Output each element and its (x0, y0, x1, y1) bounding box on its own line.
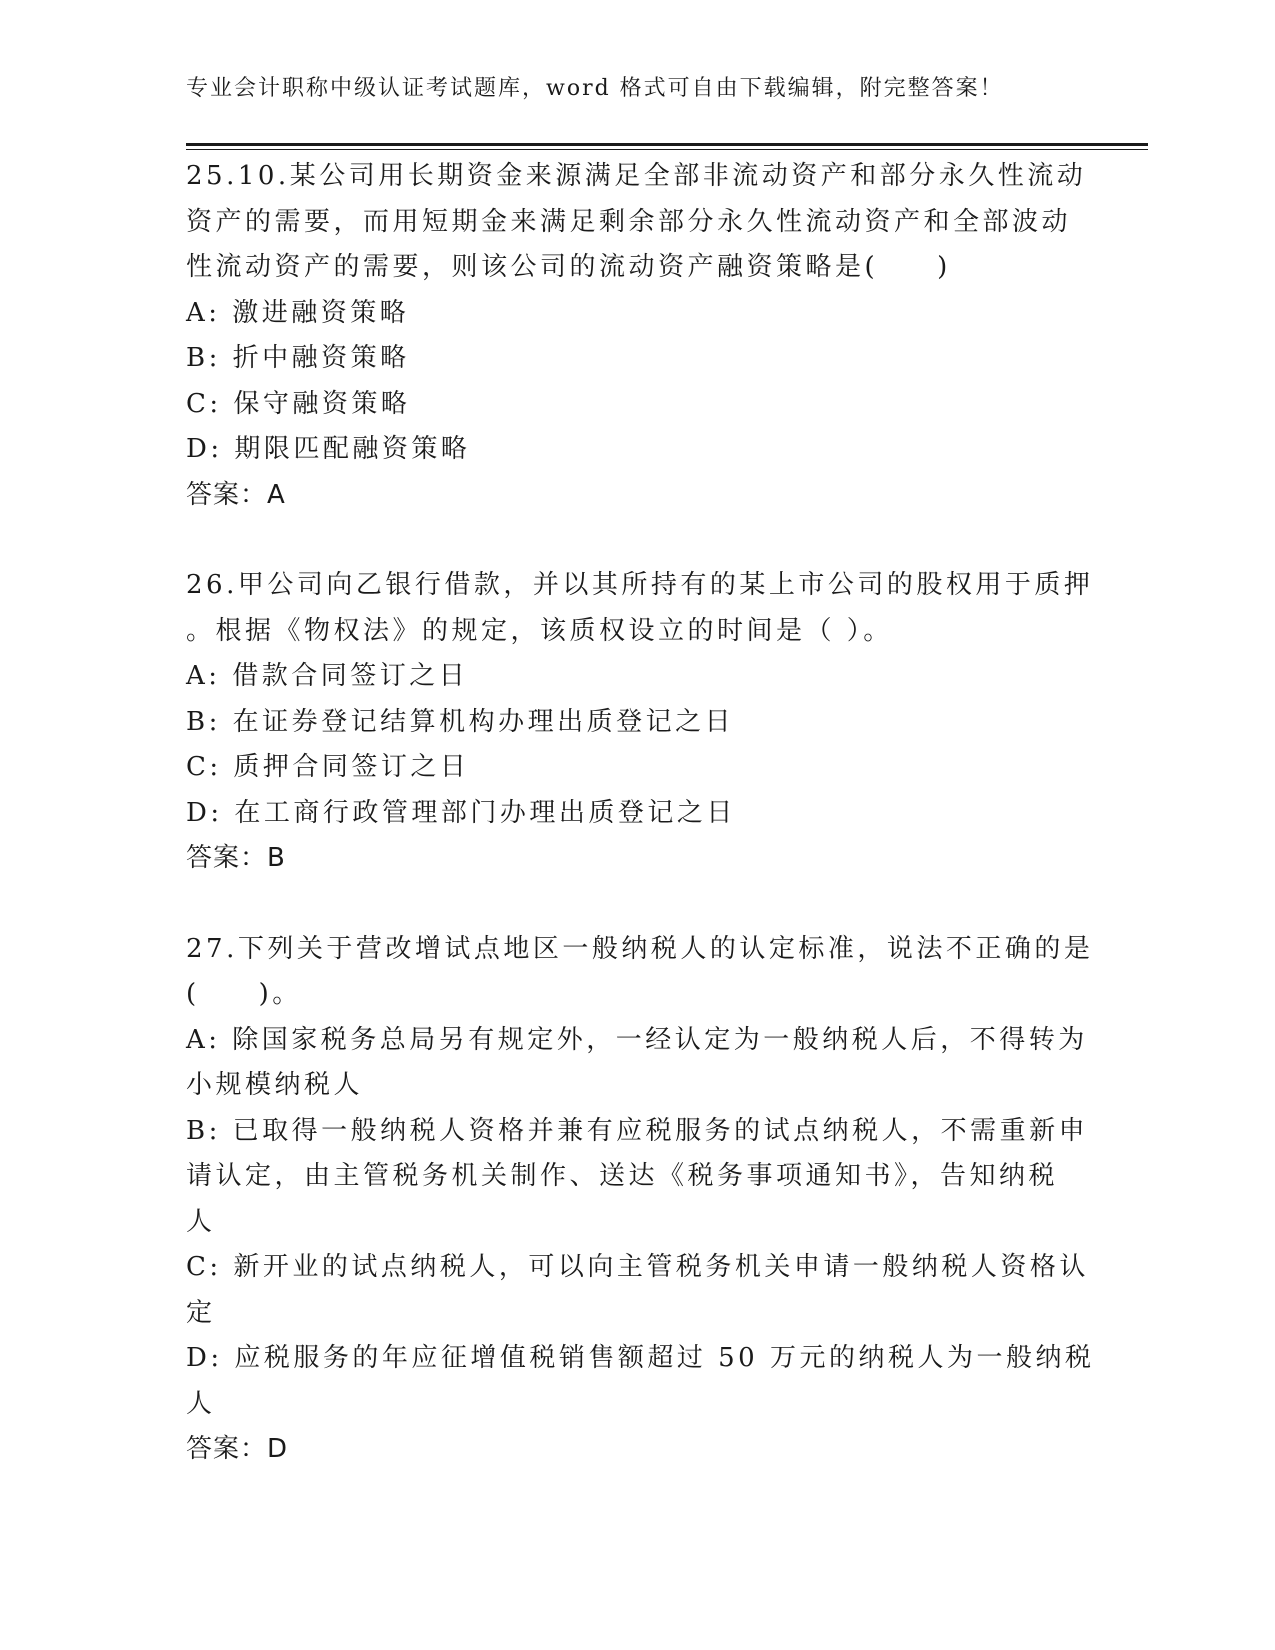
question-item (186, 927, 1095, 1473)
option-d: D: 在工商行政管理部门办理出质登记之日 (186, 797, 736, 828)
header-rule-thick (186, 143, 1148, 146)
option-a: A: 除国家税务总局另有规定外，一经认定为一般纳税人后，不得转为 (186, 1024, 1088, 1055)
option-d: D: 期限匹配融资策略 (186, 434, 471, 464)
question-stem-line: 资产的需要，而用短期金来满足剩余部分永久性流动资产和全部波动 (186, 206, 1072, 237)
option-a: A: 借款合同签订之日 (186, 661, 469, 691)
option-b-continued: 请认定，由主管税务机关制作、送达《税务事项通知书》，告知纳税 (186, 1161, 1059, 1191)
option-c: C: 保守融资策略 (186, 388, 411, 419)
question-stem-line: 25.10.某公司用长期资金来源满足全部非流动资产和部分永久性流动 (186, 161, 1087, 191)
page-header: 专业会计职称中级认证考试题库，word 格式可自由下载编辑，附完整答案！ (186, 76, 1004, 101)
question-stem-line: 27.下列关于营改增试点地区一般纳税人的认定标准，说法不正确的是 (186, 933, 1094, 964)
answer-line: 答案：B (186, 843, 286, 873)
question-item (186, 154, 1087, 518)
option-c: C: 新开业的试点纳税人，可以向主管税务机关申请一般纳税人资格认 (186, 1252, 1089, 1282)
option-a-continued: 小规模纳税人 (186, 1070, 364, 1100)
option-d: D: 应税服务的年应征增值税销售额超过 50 万元的纳税人为一般纳税 (186, 1343, 1095, 1373)
option-c-continued: 定 (186, 1297, 216, 1328)
answer-line: 答案：D (186, 1434, 289, 1464)
option-b-continued: 人 (186, 1206, 216, 1237)
question-stem-line: 26.甲公司向乙银行借款，并以其所持有的某上市公司的股权用于质押 (186, 570, 1094, 600)
option-d-continued: 人 (186, 1388, 216, 1419)
option-a: A: 激进融资策略 (186, 297, 410, 328)
option-c: C: 质押合同签订之日 (186, 752, 470, 782)
question-list (186, 154, 1095, 1473)
header-rule-thin (186, 149, 1148, 150)
question-item (186, 563, 1094, 882)
option-b: B: 已取得一般纳税人资格并兼有应税服务的试点纳税人，不需重新申 (186, 1115, 1089, 1146)
question-stem-line: 性流动资产的需要，则该公司的流动资产融资策略是( ) (186, 252, 951, 282)
question-stem-line: ( )。 (186, 979, 302, 1009)
option-b: B: 折中融资策略 (186, 343, 410, 373)
question-stem-line: 。根据《物权法》的规定，该质权设立的时间是（ ）。 (186, 615, 893, 646)
question-spacer (186, 882, 1066, 927)
question-spacer (186, 518, 1066, 563)
answer-line: 答案：A (186, 479, 286, 510)
option-b: B: 在证券登记结算机构办理出质登记之日 (186, 706, 735, 737)
